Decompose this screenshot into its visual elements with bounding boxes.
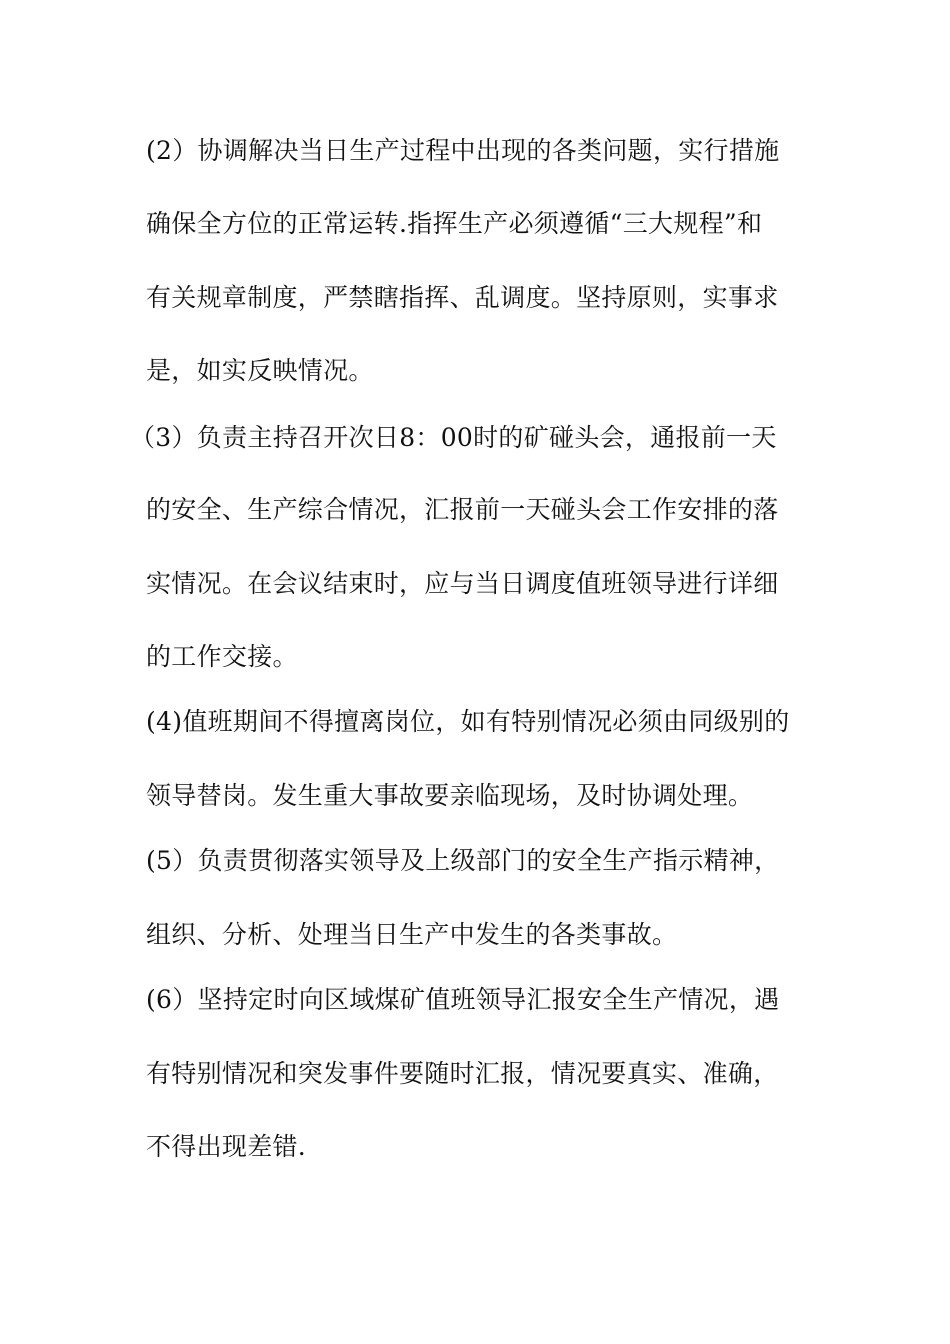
paragraph-6-line-2: 有特别情况和突发事件要随时汇报，情况要真实、准确，	[146, 1059, 779, 1088]
paragraph-3-line-2: 的安全、生产综合情况，汇报前一天碰头会工作安排的落	[146, 495, 779, 524]
paragraph-2-line-4: 是，如实反映情况。	[146, 356, 374, 385]
paragraph-5-line-1: (5）负责贯彻落实领导及上级部门的安全生产指示精神，	[146, 846, 780, 875]
paragraph-3-line-4: 的工作交接。	[146, 642, 298, 671]
paragraph-2-line-2: 确保全方位的正常运转.指挥生产必须遵循“三大规程”和	[146, 209, 763, 238]
paragraph-5-line-2: 组织、分析、处理当日生产中发生的各类事故。	[146, 920, 678, 949]
paragraph-3-line-3: 实情况。在会议结束时，应与当日调度值班领导进行详细	[146, 569, 779, 598]
paragraph-6-line-1: (6）坚持定时向区域煤矿值班领导汇报安全生产情况，遇	[146, 985, 780, 1014]
paragraph-4-line-2: 领导替岗。发生重大事故要亲临现场，及时协调处理。	[146, 781, 754, 810]
paragraph-3-line-1: （3）负责主持召开次日8：00时的矿碰头会，通报前一天	[130, 423, 777, 452]
paragraph-4-line-1: (4)值班期间不得擅离岗位，如有特别情况必须由同级别的	[146, 707, 790, 736]
paragraph-6-line-3: 不得出现差错.	[146, 1132, 307, 1161]
paragraph-2-line-1: (2）协调解决当日生产过程中出现的各类问题，实行措施	[146, 136, 780, 165]
paragraph-2-line-3: 有关规章制度，严禁瞎指挥、乱调度。坚持原则，实事求	[146, 283, 779, 312]
